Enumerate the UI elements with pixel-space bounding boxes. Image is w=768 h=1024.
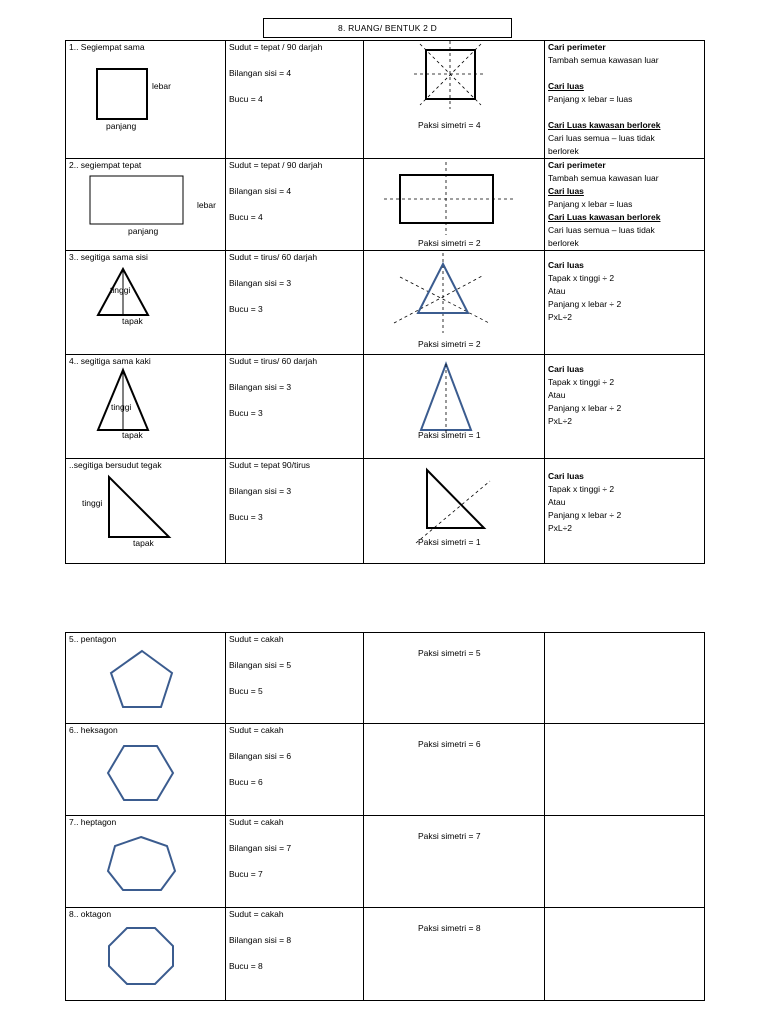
symmetry-label: Paksi simetri = 8 xyxy=(418,923,481,933)
side-label: tapak xyxy=(122,316,143,326)
shape-cell xyxy=(66,908,226,1001)
shape-name: 6.. heksagon xyxy=(69,725,118,735)
note-text: Atau xyxy=(548,497,566,507)
symmetry-label: Paksi simetri = 1 xyxy=(418,430,481,440)
props-cell xyxy=(226,159,364,251)
table-row xyxy=(66,159,705,251)
note-text: berlorek xyxy=(548,238,579,248)
prop-sides: Bilangan sisi = 3 xyxy=(229,278,292,288)
pentagon-diagram xyxy=(66,633,226,724)
prop-vertices: Bucu = 8 xyxy=(229,961,263,971)
symmetry-cell xyxy=(364,908,545,1001)
notes-cell xyxy=(545,908,705,1001)
symmetry-label: Paksi simetri = 7 xyxy=(418,831,481,841)
props-cell xyxy=(226,633,364,724)
note-text: Panjang x lebar = luas xyxy=(548,94,633,104)
shape-cell xyxy=(66,459,226,564)
symmetry-cell xyxy=(364,816,545,908)
notes-cell xyxy=(545,724,705,816)
table-row xyxy=(66,355,705,459)
props-cell xyxy=(226,816,364,908)
note-text: PxL÷2 xyxy=(548,312,573,322)
table-row xyxy=(66,908,705,1001)
notes-cell xyxy=(545,633,705,724)
note-heading: Cari perimeter xyxy=(548,42,606,52)
prop-angle: Sudut = tirus/ 60 darjah xyxy=(229,252,318,262)
props-cell xyxy=(226,251,364,355)
symmetry-cell xyxy=(364,459,545,564)
prop-sides: Bilangan sisi = 3 xyxy=(229,486,292,496)
table-row xyxy=(66,724,705,816)
symmetry-cell xyxy=(364,633,545,724)
shape-name: 3.. segitiga sama sisi xyxy=(69,252,148,262)
shape-cell xyxy=(66,355,226,459)
shape-name: 8.. oktagon xyxy=(69,909,112,919)
prop-angle: Sudut = tepat / 90 darjah xyxy=(229,42,323,52)
symmetry-label: Paksi simetri = 5 xyxy=(418,648,481,658)
note-text: Cari luas semua – luas tidak xyxy=(548,225,655,235)
symmetry-cell xyxy=(364,41,545,159)
table-row xyxy=(66,251,705,355)
note-text: Tapak x tinggi ÷ 2 xyxy=(548,273,615,283)
shape-cell xyxy=(66,159,226,251)
symmetry-cell xyxy=(364,159,545,251)
prop-sides: Bilangan sisi = 4 xyxy=(229,68,292,78)
table-row xyxy=(66,459,705,564)
side-label: tapak xyxy=(122,430,143,440)
octagon-diagram xyxy=(66,908,226,1001)
notes-cell xyxy=(545,41,705,159)
note-text: Cari luas semua – luas tidak xyxy=(548,133,655,143)
props-cell xyxy=(226,908,364,1001)
prop-vertices: Bucu = 3 xyxy=(229,408,263,418)
note-heading: Cari luas xyxy=(548,260,584,270)
note-text: Panjang x lebar ÷ 2 xyxy=(548,403,622,413)
note-text: Tambah semua kawasan luar xyxy=(548,55,659,65)
props-cell xyxy=(226,459,364,564)
props-cell xyxy=(226,41,364,159)
shape-name: 5.. pentagon xyxy=(69,634,117,644)
shape-cell xyxy=(66,251,226,355)
side-label: lebar xyxy=(197,200,216,210)
table-row xyxy=(66,633,705,724)
side-label: tinggi xyxy=(111,402,132,412)
note-text: PxL÷2 xyxy=(548,523,573,533)
note-text: Panjang x lebar = luas xyxy=(548,199,633,209)
prop-angle: Sudut = cakah xyxy=(229,909,284,919)
notes-cell xyxy=(545,459,705,564)
note-heading: Cari luas xyxy=(548,186,584,196)
notes-cell xyxy=(545,816,705,908)
note-text: Tapak x tinggi ÷ 2 xyxy=(548,377,615,387)
props-cell xyxy=(226,355,364,459)
prop-vertices: Bucu = 3 xyxy=(229,512,263,522)
shape-cell xyxy=(66,724,226,816)
shape-name: ..segitiga bersudut tegak xyxy=(69,460,162,470)
note-heading: Cari Luas kawasan berlorek xyxy=(548,120,661,130)
shape-cell xyxy=(66,41,226,159)
note-text: PxL÷2 xyxy=(548,416,573,426)
props-cell xyxy=(226,724,364,816)
shape-cell xyxy=(66,633,226,724)
side-label: tinggi xyxy=(110,285,131,295)
shape-name: 2.. segiempat tepat xyxy=(69,160,142,170)
symmetry-label: Paksi simetri = 4 xyxy=(418,120,481,130)
prop-angle: Sudut = tepat 90/tirus xyxy=(229,460,311,470)
note-heading: Cari luas xyxy=(548,81,584,91)
notes-cell xyxy=(545,355,705,459)
prop-vertices: Bucu = 7 xyxy=(229,869,263,879)
prop-vertices: Bucu = 5 xyxy=(229,686,263,696)
note-text: Tapak x tinggi ÷ 2 xyxy=(548,484,615,494)
prop-angle: Sudut = cakah xyxy=(229,725,284,735)
symmetry-cell xyxy=(364,355,545,459)
heptagon-diagram xyxy=(66,816,226,908)
symmetry-label: Paksi simetri = 1 xyxy=(418,537,481,547)
shapes-table-bottom xyxy=(65,632,705,1001)
prop-angle: Sudut = cakah xyxy=(229,817,284,827)
prop-vertices: Bucu = 4 xyxy=(229,212,263,222)
table-row xyxy=(66,816,705,908)
side-label: panjang xyxy=(128,226,159,236)
page-title: 8. RUANG/ BENTUK 2 D xyxy=(263,18,512,38)
note-text: Tambah semua kawasan luar xyxy=(548,173,659,183)
shape-cell xyxy=(66,816,226,908)
symmetry-cell xyxy=(364,251,545,355)
note-text: Atau xyxy=(548,390,566,400)
square-diagram xyxy=(66,41,226,158)
prop-angle: Sudut = cakah xyxy=(229,634,284,644)
symmetry-label: Paksi simetri = 2 xyxy=(418,238,481,248)
prop-angle: Sudut = tepat / 90 darjah xyxy=(229,160,323,170)
isosceles-symmetry-diagram xyxy=(364,355,545,459)
shapes-table-top xyxy=(65,40,705,564)
note-text: Atau xyxy=(548,286,566,296)
notes-cell xyxy=(545,251,705,355)
note-text: Panjang x lebar ÷ 2 xyxy=(548,510,622,520)
shape-name: 4.. segitiga sama kaki xyxy=(69,356,151,366)
side-label: panjang xyxy=(106,121,137,131)
shape-name: 7.. heptagon xyxy=(69,817,117,827)
notes-cell xyxy=(545,159,705,251)
symmetry-label: Paksi simetri = 6 xyxy=(418,739,481,749)
prop-sides: Bilangan sisi = 4 xyxy=(229,186,292,196)
table-row xyxy=(66,41,705,159)
square-symmetry-diagram xyxy=(364,41,545,158)
shape-name: 1.. Segiempat sama xyxy=(69,42,145,52)
isosceles-triangle-diagram xyxy=(66,355,226,459)
side-label: lebar xyxy=(152,81,171,91)
prop-sides: Bilangan sisi = 3 xyxy=(229,382,292,392)
symmetry-cell xyxy=(364,724,545,816)
note-heading: Cari luas xyxy=(548,471,584,481)
hexagon-diagram xyxy=(66,724,226,816)
side-label: tapak xyxy=(133,538,154,548)
equilateral-triangle-diagram xyxy=(66,251,226,355)
note-heading: Cari perimeter xyxy=(548,160,606,170)
prop-vertices: Bucu = 6 xyxy=(229,777,263,787)
prop-sides: Bilangan sisi = 6 xyxy=(229,751,292,761)
note-text: Panjang x lebar ÷ 2 xyxy=(548,299,622,309)
prop-sides: Bilangan sisi = 5 xyxy=(229,660,292,670)
prop-sides: Bilangan sisi = 8 xyxy=(229,935,292,945)
note-text: berlorek xyxy=(548,146,579,156)
prop-vertices: Bucu = 3 xyxy=(229,304,263,314)
symmetry-label: Paksi simetri = 2 xyxy=(418,339,481,349)
side-label: tinggi xyxy=(82,498,103,508)
prop-vertices: Bucu = 4 xyxy=(229,94,263,104)
prop-angle: Sudut = tirus/ 60 darjah xyxy=(229,356,318,366)
prop-sides: Bilangan sisi = 7 xyxy=(229,843,292,853)
note-heading: Cari luas xyxy=(548,364,584,374)
note-heading: Cari Luas kawasan berlorek xyxy=(548,212,661,222)
